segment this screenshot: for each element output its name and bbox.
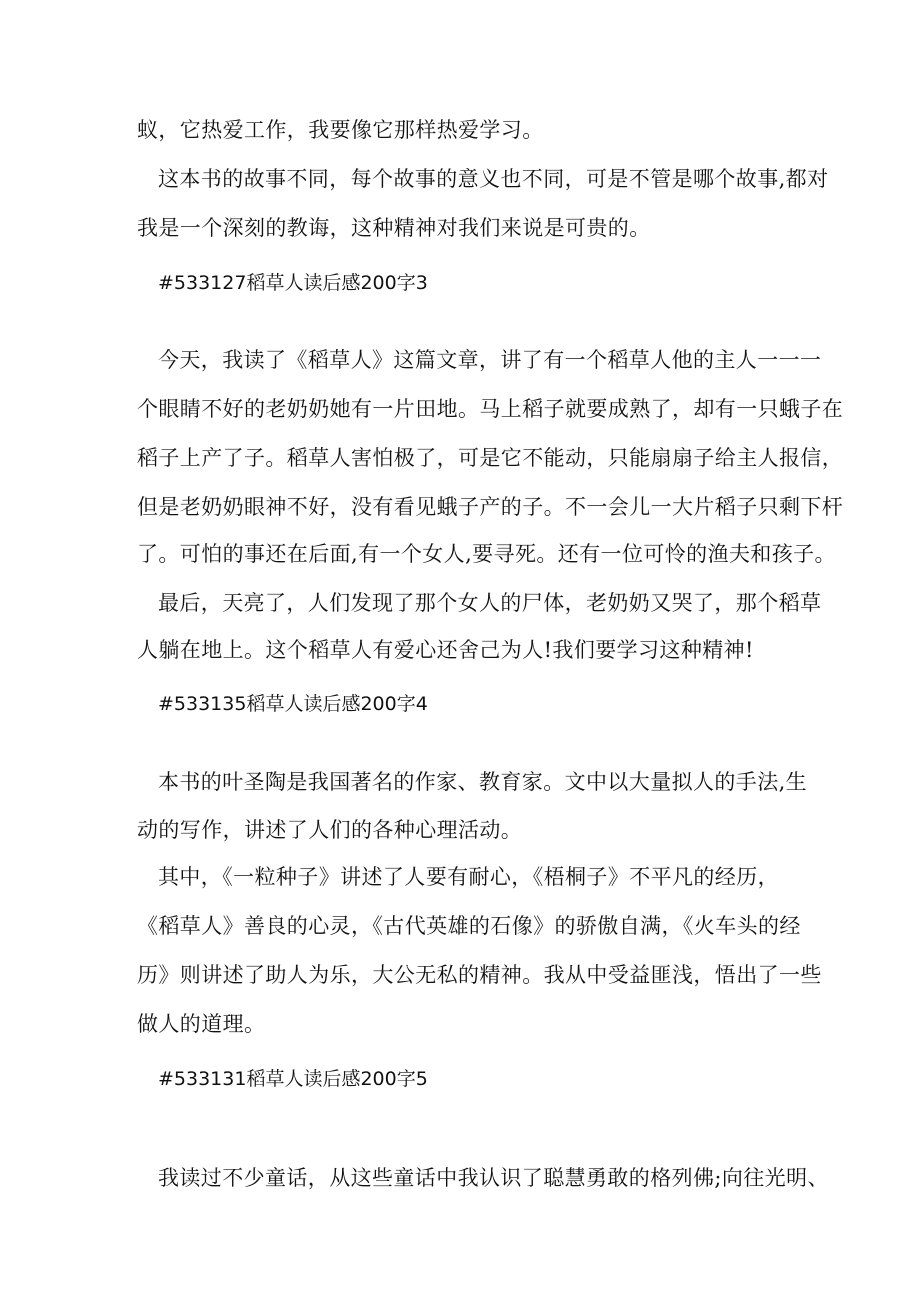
paragraph-line: 历》则讲述了助人为乐，大公无私的精神。我从中受益匪浅，悟出了一些 (137, 963, 822, 987)
section-heading: #533131稻草人读后感200字5 (158, 1068, 428, 1090)
paragraph-line: 今天，我读了《稻草人》这篇文章，讲了有一个稻草人他的主人一一一 (158, 348, 822, 372)
paragraph-line: 其中，《一粒种子》讲述了人要有耐心，《梧桐子》不平凡的经历， (158, 865, 779, 889)
paragraph-line: 了。可怕的事还在后面,有一个女人,要寻死。还有一位可怜的渔夫和孩子。 (137, 542, 836, 566)
paragraph-line: 动的写作，讲述了人们的各种心理活动。 (137, 818, 523, 842)
paragraph-line: 但是老奶奶眼神不好，没有看见蛾子产的子。不一会儿一大片稻子只剩下杆 (137, 495, 844, 519)
paragraph-line: 稻子上产了子。稻草人害怕极了，可是它不能动，只能扇扇子给主人报信， (137, 446, 844, 470)
paragraph-line: 这本书的故事不同，每个故事的意义也不同，可是不管是哪个故事,都对 (158, 167, 829, 191)
paragraph-line: 最后，天亮了，人们发现了那个女人的尸体，老奶奶又哭了，那个稻草 (158, 591, 822, 615)
paragraph-line: 《稻草人》善良的心灵，《古代英雄的石像》的骄傲自满，《火车头的经 (137, 914, 801, 938)
section-heading: #533135稻草人读后感200字4 (158, 693, 428, 715)
paragraph-line: 本书的叶圣陶是我国著名的作家、教育家。文中以大量拟人的手法,生 (158, 770, 808, 794)
paragraph-line: 我读过不少童话，从这些童话中我认识了聪慧勇敢的格列佛;向往光明、 (158, 1166, 829, 1190)
paragraph-line: 做人的道理。 (137, 1012, 266, 1036)
section-heading: #533127稻草人读后感200字3 (158, 272, 428, 294)
paragraph-line: 人躺在地上。这个稻草人有爱心还舍己为人!我们要学习这种精神! (137, 638, 754, 662)
paragraph-line: 我是一个深刻的教诲，这种精神对我们来说是可贵的。 (137, 216, 651, 240)
paragraph-line: 个眼睛不好的老奶奶她有一片田地。马上稻子就要成熟了，却有一只蛾子在 (137, 397, 844, 421)
paragraph-line: 蚁，它热爱工作，我要像它那样热爱学习。 (137, 118, 544, 142)
